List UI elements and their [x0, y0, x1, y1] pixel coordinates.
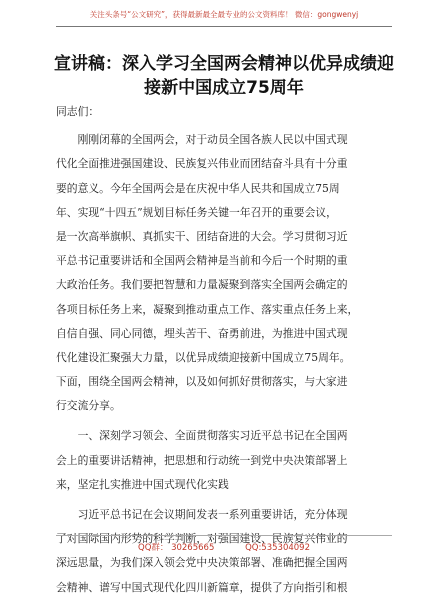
text-line: 刚刚闭幕的全国两会，对于动员全国各族人民以中国式现 [56, 133, 348, 147]
text-line: 平总书记重要讲话和全国两会精神是当前和今后一个时期的重 [56, 254, 348, 268]
heading-line: 会上的重要讲话精神，把思想和行动统一到党中央决策部署上 [56, 453, 348, 467]
text-line: 自信自强、同心同德，埋头苦干、奋勇前进，为推进中国式现 [56, 326, 348, 340]
header-divider [56, 26, 392, 27]
title-line-2: 接新中国成立75周年 [144, 78, 304, 98]
document-body [56, 100, 396, 600]
text-line: 是一次高举旗帜、真抓实干、团结奋进的大会。学习贯彻习近 [56, 229, 348, 243]
text-line: 会精神、谱写中国式现代化四川新篇章，提供了方向指引和根 [56, 580, 348, 594]
footer-qq-group: QQ群： 30265665 [138, 543, 215, 553]
text-line: 深远思量，为我们深入领会党中央决策部署、准确把握全国两 [56, 556, 348, 570]
document-title [40, 52, 408, 100]
text-line: 大政治任务。我们要把智慧和力量凝聚到落实全国两会确定的 [56, 278, 348, 292]
section-1-heading [56, 424, 396, 497]
text-line: 习近平总书记在会议期间发表一系列重要讲话，充分体现 [56, 508, 348, 521]
text-line: 代化建设汇聚强大力量，以优异成绩迎接新中国成立75周年。 [56, 350, 351, 364]
footer [0, 541, 448, 553]
text-line: 行交流分享。 [56, 399, 121, 413]
text-line: 下面，围绕全国两会精神，以及如何抓好贯彻落实，与大家进 [56, 375, 348, 389]
text-line: 年、实现“十四五”规划目标任务关键一年召开的重要会议， [56, 205, 337, 219]
footer-divider [56, 535, 392, 536]
heading-line: 一、深刻学习领会、全面贯彻落实习近平总书记在全国两 [56, 429, 348, 443]
header-banner: 关注头条号“公文研究”，获得最新最全最专业的公文资料库！ 微信：gongwenyj [89, 10, 359, 19]
intro-paragraph [56, 128, 396, 418]
text-line: 各项目标任务上来，凝聚到推动重点工作、落实重点任务上来， [56, 302, 359, 316]
heading-line: 来，坚定扎实推进中国式现代化实践 [56, 477, 229, 491]
text-line: 了对国际国内形势的科学判断，对强国建设、民族复兴伟业的 [56, 532, 348, 546]
text-line: 要的意义。今年全国两会是在庆祝中华人民共和国成立75周 [56, 181, 340, 195]
title-line-1: 宣讲稿：深入学习全国两会精神以优异成绩迎 [54, 54, 394, 74]
text-line: 代化全面推进强国建设、民族复兴伟业而团结奋斗具有十分重 [56, 157, 348, 171]
footer-qq: QQ:535304092 [245, 543, 310, 553]
salutation: 同志们： [56, 105, 100, 118]
